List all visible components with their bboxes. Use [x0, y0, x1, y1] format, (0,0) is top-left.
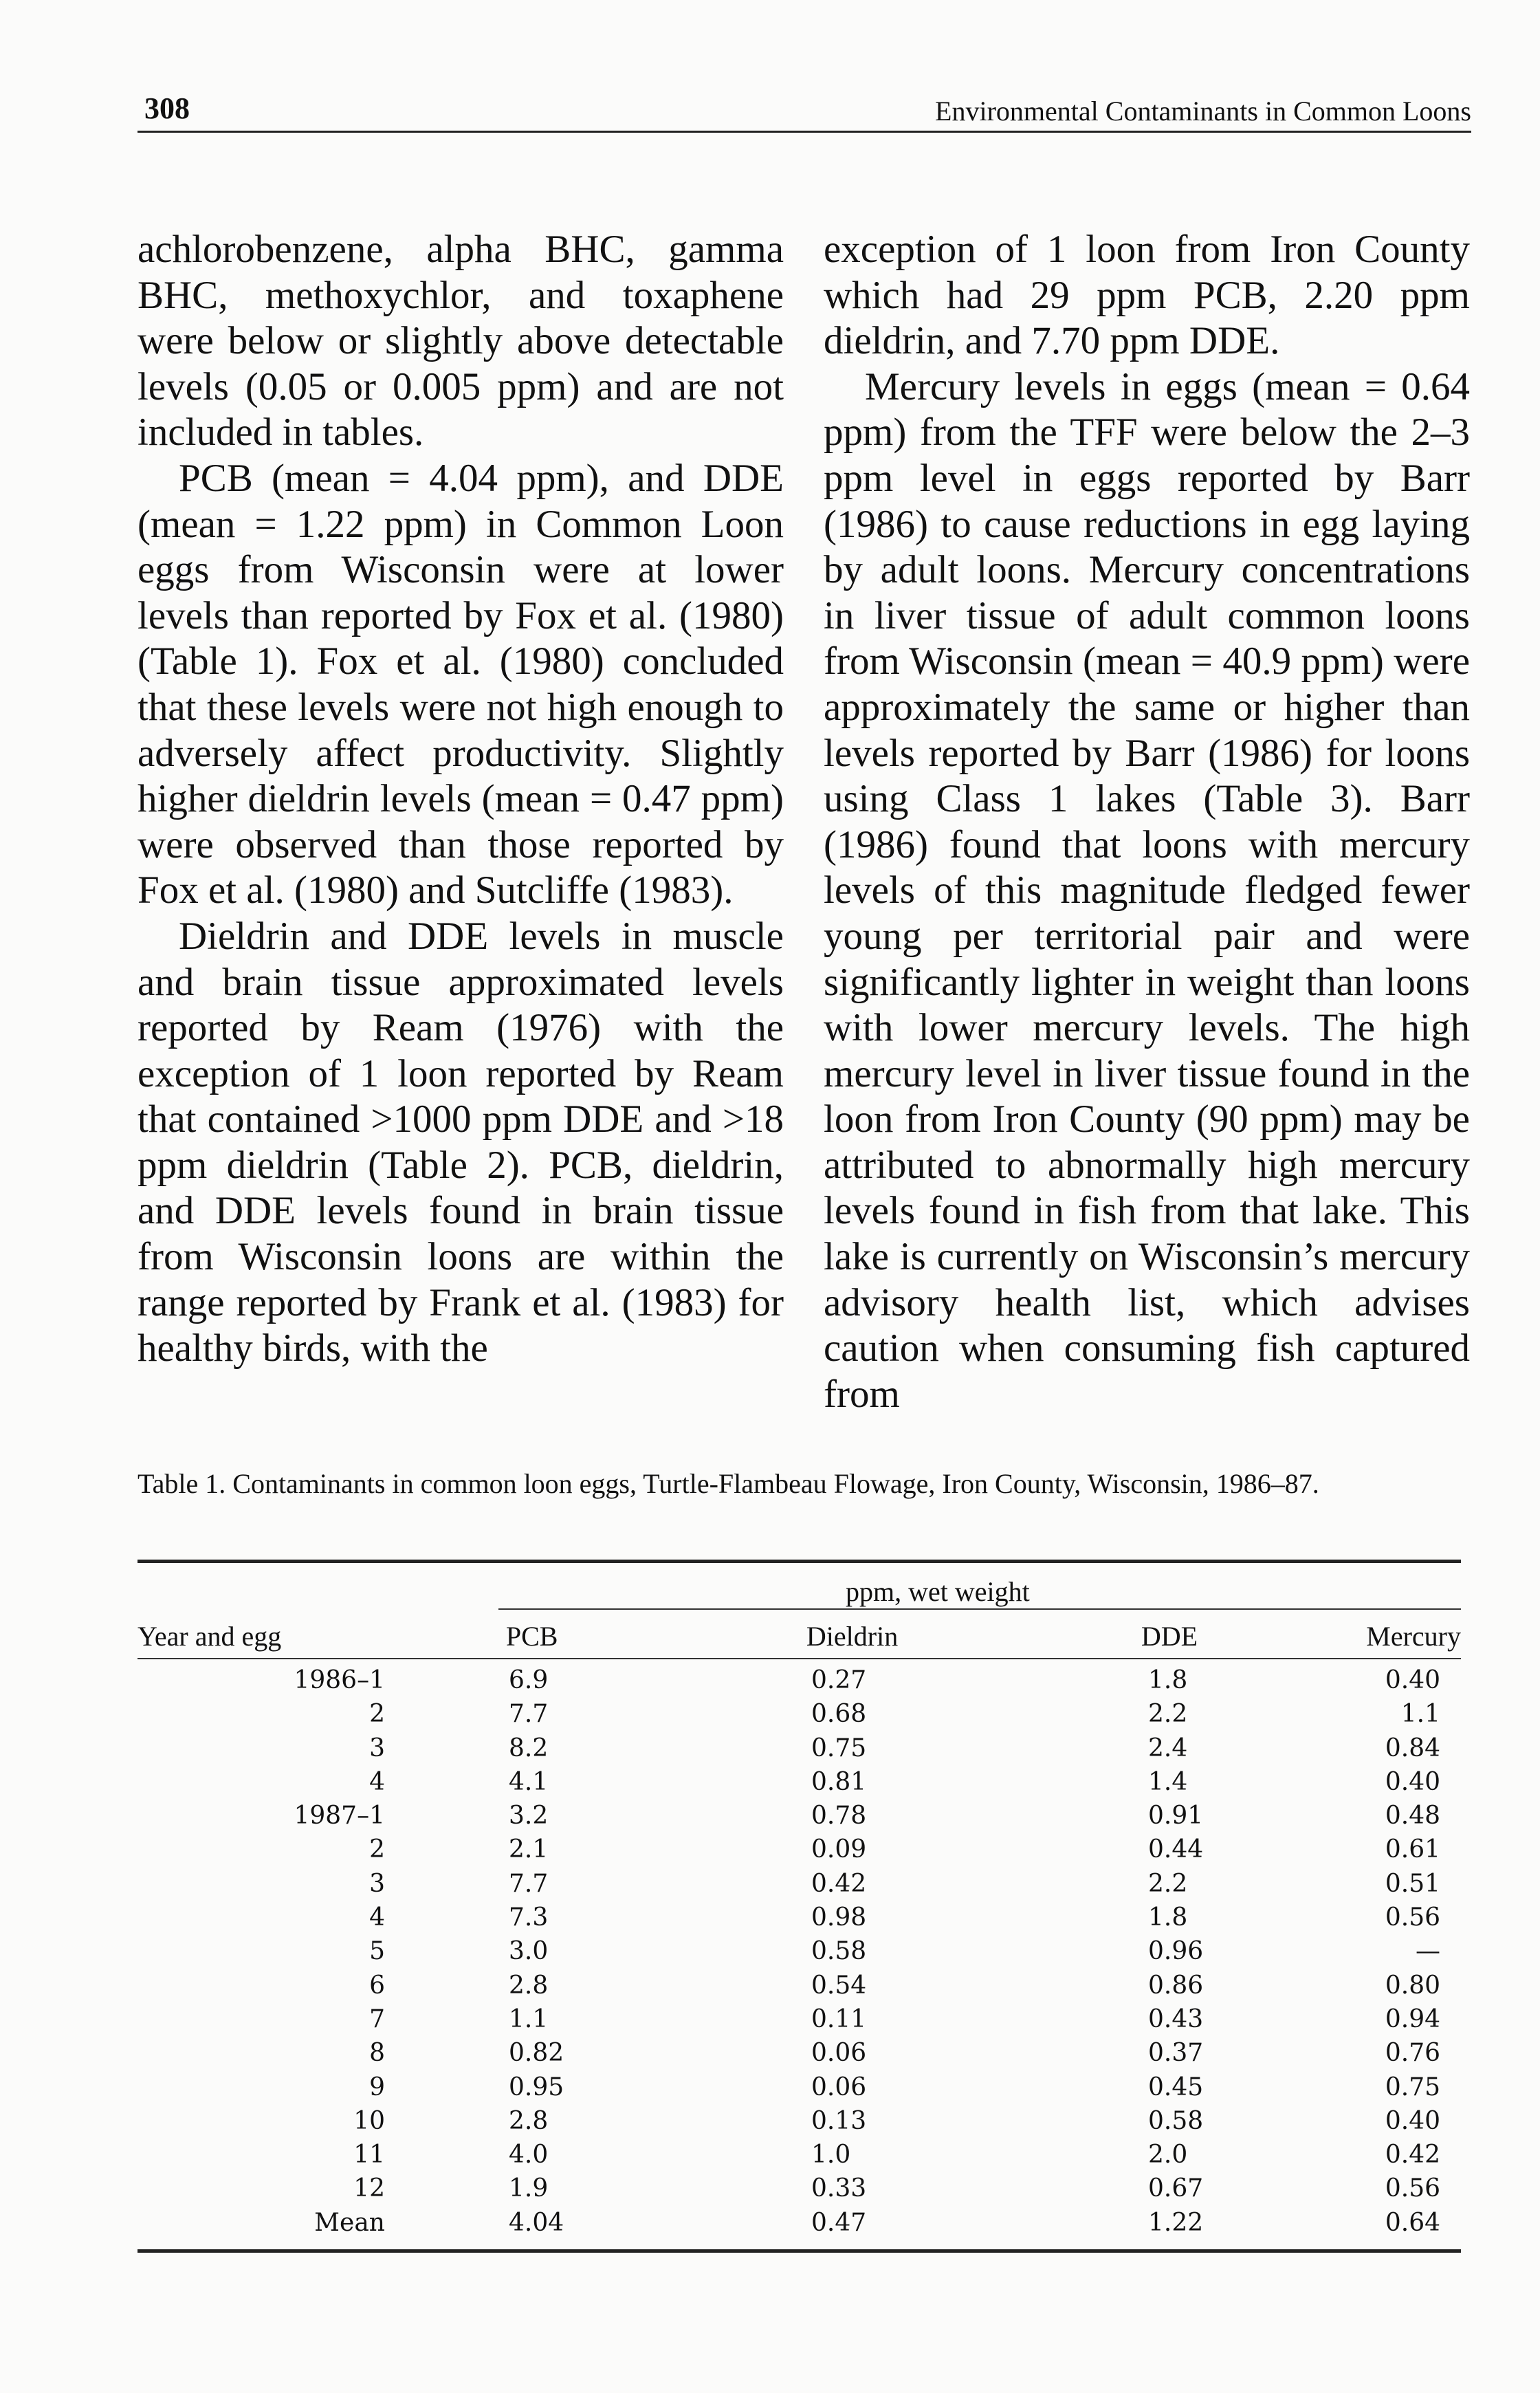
cell-year-egg: 3 — [369, 1734, 385, 1762]
table-row — [138, 2172, 1461, 2205]
cell-year-egg: 4 — [369, 1903, 385, 1932]
cell-year-egg: 7 — [369, 2004, 385, 2033]
cell-year-egg: 9 — [369, 2073, 385, 2101]
cell-mercury: 0.40 — [1385, 2106, 1440, 2135]
table-row — [138, 1799, 1461, 1833]
cell-pcb: 3.2 — [509, 1802, 549, 1831]
table-row — [138, 2002, 1461, 2036]
right-column — [824, 227, 1470, 1417]
page-header — [138, 83, 1471, 133]
cell-pcb: 4.04 — [509, 2208, 564, 2237]
cell-mercury: 0.56 — [1385, 1903, 1440, 1932]
header-year-and-egg: Year and egg — [138, 1621, 282, 1652]
cell-pcb: 1.9 — [509, 2174, 549, 2203]
table-row — [138, 1697, 1461, 1731]
cell-dieldrin: 0.06 — [811, 2039, 867, 2068]
cell-dieldrin: 1.0 — [811, 2141, 851, 2170]
units-rule — [498, 1608, 1461, 1610]
running-head: Environmental Contaminants in Common Loons — [935, 96, 1471, 127]
cell-dieldrin: 0.06 — [811, 2073, 867, 2101]
cell-year-egg: 8 — [369, 2039, 385, 2068]
cell-dde: 0.44 — [1148, 1835, 1204, 1864]
cell-mercury: 0.61 — [1385, 1835, 1440, 1864]
cell-dde: 2.0 — [1148, 2141, 1188, 2170]
cell-year-egg: 12 — [353, 2174, 385, 2203]
table-row — [138, 1969, 1461, 2002]
table-row — [138, 1833, 1461, 1866]
cell-dieldrin: 0.42 — [811, 1869, 867, 1898]
cell-dde: 0.58 — [1148, 2106, 1204, 2135]
cell-pcb: 3.0 — [509, 1937, 549, 1966]
cell-pcb: 4.1 — [509, 1767, 549, 1796]
cell-pcb: 7.7 — [509, 1869, 549, 1898]
table-row — [138, 1765, 1461, 1799]
cell-dieldrin: 0.75 — [811, 1734, 867, 1762]
cell-mercury: 0.40 — [1385, 1666, 1440, 1694]
cell-dde: 1.4 — [1148, 1767, 1188, 1796]
cell-dieldrin: 0.13 — [811, 2106, 867, 2135]
cell-mercury: 0.64 — [1385, 2208, 1440, 2237]
table-row — [138, 1934, 1461, 1968]
table-row — [138, 1731, 1461, 1765]
cell-dieldrin: 0.58 — [811, 1937, 867, 1966]
cell-year-egg: 2 — [369, 1835, 385, 1864]
table-row — [138, 1901, 1461, 1934]
cell-dieldrin: 0.81 — [811, 1767, 867, 1796]
cell-year-egg: 4 — [369, 1767, 385, 1796]
cell-mercury: 0.76 — [1385, 2039, 1440, 2068]
table-units-header — [138, 1563, 1461, 1610]
cell-mercury: 0.84 — [1385, 1734, 1440, 1762]
cell-mercury: — — [1416, 1937, 1440, 1966]
cell-dde: 2.2 — [1148, 1869, 1188, 1898]
cell-pcb: 0.82 — [509, 2039, 564, 2068]
cell-pcb: 6.9 — [509, 1666, 549, 1694]
cell-dieldrin: 0.33 — [811, 2174, 867, 2203]
cell-dde: 0.43 — [1148, 2004, 1204, 2033]
cell-mercury: 0.51 — [1385, 1869, 1440, 1898]
cell-mercury: 0.48 — [1385, 1802, 1440, 1831]
cell-pcb: 7.7 — [509, 1700, 549, 1729]
cell-pcb: 2.8 — [509, 1971, 549, 2000]
cell-pcb: 1.1 — [509, 2004, 549, 2033]
cell-mercury: 0.75 — [1385, 2073, 1440, 2101]
cell-mercury: 0.42 — [1385, 2141, 1440, 2170]
cell-dieldrin: 0.27 — [811, 1666, 867, 1694]
cell-year-egg: 6 — [369, 1971, 385, 2000]
cell-pcb: 2.8 — [509, 2106, 549, 2135]
left-paragraph-3: Dieldrin and DDE levels in muscle and brain tissue approximated levels reported by Ream (1976) with the exception of 1 loon reported by Ream that contained >1000 ppm DDE and >18 ppm dieldrin (Table 2). PCB, dieldrin, and DDE levels found in brain tissue from Wisconsin loons are within the range reported by Frank et al. (1983) for healthy birds, with the — [138, 914, 784, 1370]
table-row — [138, 1867, 1461, 1901]
cell-year-egg: 10 — [353, 2106, 385, 2135]
cell-mercury: 0.80 — [1385, 1971, 1440, 2000]
cell-dde: 1.8 — [1148, 1903, 1188, 1932]
cell-year-egg: 1987–1 — [294, 1802, 385, 1831]
table-body — [138, 1659, 1461, 2249]
cell-dieldrin: 0.47 — [811, 2208, 867, 2237]
table-bottom-rule — [138, 2249, 1461, 2253]
cell-pcb: 0.95 — [509, 2073, 564, 2101]
cell-dde: 1.22 — [1148, 2208, 1204, 2237]
header-mercury: Mercury — [1366, 1621, 1461, 1652]
left-paragraph-1: achlorobenzene, alpha BHC, gamma BHC, methoxychlor, and toxaphene were below or slightly above detectable levels (0.05 or 0.005 ppm) and are not included in tables. — [138, 228, 784, 455]
cell-year-egg: 3 — [369, 1869, 385, 1898]
cell-dieldrin: 0.98 — [811, 1903, 867, 1932]
cell-dde: 0.96 — [1148, 1937, 1204, 1966]
right-paragraph-1: exception of 1 loon from Iron County which had 29 ppm PCB, 2.20 ppm dieldrin, and 7.70 ppm DDE. — [824, 228, 1470, 363]
table-row — [138, 1663, 1461, 1697]
cell-year-egg: 11 — [353, 2141, 385, 2170]
cell-dde: 0.45 — [1148, 2073, 1204, 2101]
contaminants-table — [138, 1560, 1461, 2253]
table-caption: Table 1. Contaminants in common loon eggs, Turtle-Flambeau Flowage, Iron County, Wisconsin, 1986–87. — [138, 1468, 1319, 1499]
right-paragraph-2: Mercury levels in eggs (mean = 0.64 ppm) from the TFF were below the 2–3 ppm level in eggs reported by Barr (1986) to cause reductions in egg laying by adult loons. Mercury concentrations in liver tissue of adult common loons from Wisconsin (mean = 40.9 ppm) were approximately the same or higher than levels reported by Barr (1986) for loons using Class 1 lakes (Table 3). Barr (1986) found that loons with mercury levels of this magnitude fledged fewer young per territorial pair and were significantly lighter in weight than loons with lower mercury levels. The high mercury level in liver tissue found in the loon from Iron County (90 ppm) may be attributed to abnormally high mercury levels found in fish from that lake. This lake is currently on Wisconsin’s mercury advisory health list, which advises caution when consuming fish captured from — [824, 364, 1470, 1416]
cell-dieldrin: 0.68 — [811, 1700, 867, 1729]
cell-year-egg: 1986–1 — [294, 1666, 385, 1694]
cell-dieldrin: 0.09 — [811, 1835, 867, 1864]
cell-pcb: 2.1 — [509, 1835, 549, 1864]
table-row — [138, 2036, 1461, 2070]
left-column — [138, 227, 784, 1372]
header-pcb: PCB — [505, 1621, 558, 1652]
cell-dde: 0.86 — [1148, 1971, 1204, 2000]
cell-pcb: 7.3 — [509, 1903, 549, 1932]
cell-dieldrin: 0.54 — [811, 1971, 867, 2000]
cell-year-egg: 2 — [369, 1700, 385, 1729]
cell-dde: 0.91 — [1148, 1802, 1204, 1831]
table-row — [138, 2070, 1461, 2104]
units-label: ppm, wet weight — [846, 1576, 1030, 1607]
cell-dde: 0.67 — [1148, 2174, 1204, 2203]
cell-pcb: 4.0 — [509, 2141, 549, 2170]
page-number: 308 — [144, 91, 190, 125]
cell-dde: 0.37 — [1148, 2039, 1204, 2068]
cell-mercury: 0.40 — [1385, 1767, 1440, 1796]
header-dde: DDE — [1141, 1621, 1198, 1652]
cell-mercury: 0.56 — [1385, 2174, 1440, 2203]
cell-dde: 2.4 — [1148, 1734, 1188, 1762]
cell-dde: 2.2 — [1148, 1700, 1188, 1729]
left-paragraph-2: PCB (mean = 4.04 ppm), and DDE (mean = 1.22 ppm) in Common Loon eggs from Wisconsin were at lower levels than reported by Fox et al. (1980) (Table 1). Fox et al. (1980) concluded that these levels were not high enough to adversely affect productivity. Slightly higher dieldrin levels (mean = 0.47 ppm) were observed than those reported by Fox et al. (1980) and Sutcliffe (1983). — [138, 456, 784, 913]
table-row — [138, 2138, 1461, 2172]
cell-year-egg: Mean — [314, 2208, 385, 2237]
cell-year-egg: 5 — [369, 1937, 385, 1966]
table-header-row — [138, 1610, 1461, 1658]
cell-dieldrin: 0.11 — [811, 2004, 867, 2033]
header-dieldrin: Dieldrin — [806, 1621, 899, 1652]
table-row — [138, 2206, 1461, 2240]
cell-mercury: 1.1 — [1400, 1700, 1440, 1729]
cell-dieldrin: 0.78 — [811, 1802, 867, 1831]
cell-dde: 1.8 — [1148, 1666, 1188, 1694]
cell-mercury: 0.94 — [1385, 2004, 1440, 2033]
table-row — [138, 2104, 1461, 2138]
cell-pcb: 8.2 — [509, 1734, 549, 1762]
